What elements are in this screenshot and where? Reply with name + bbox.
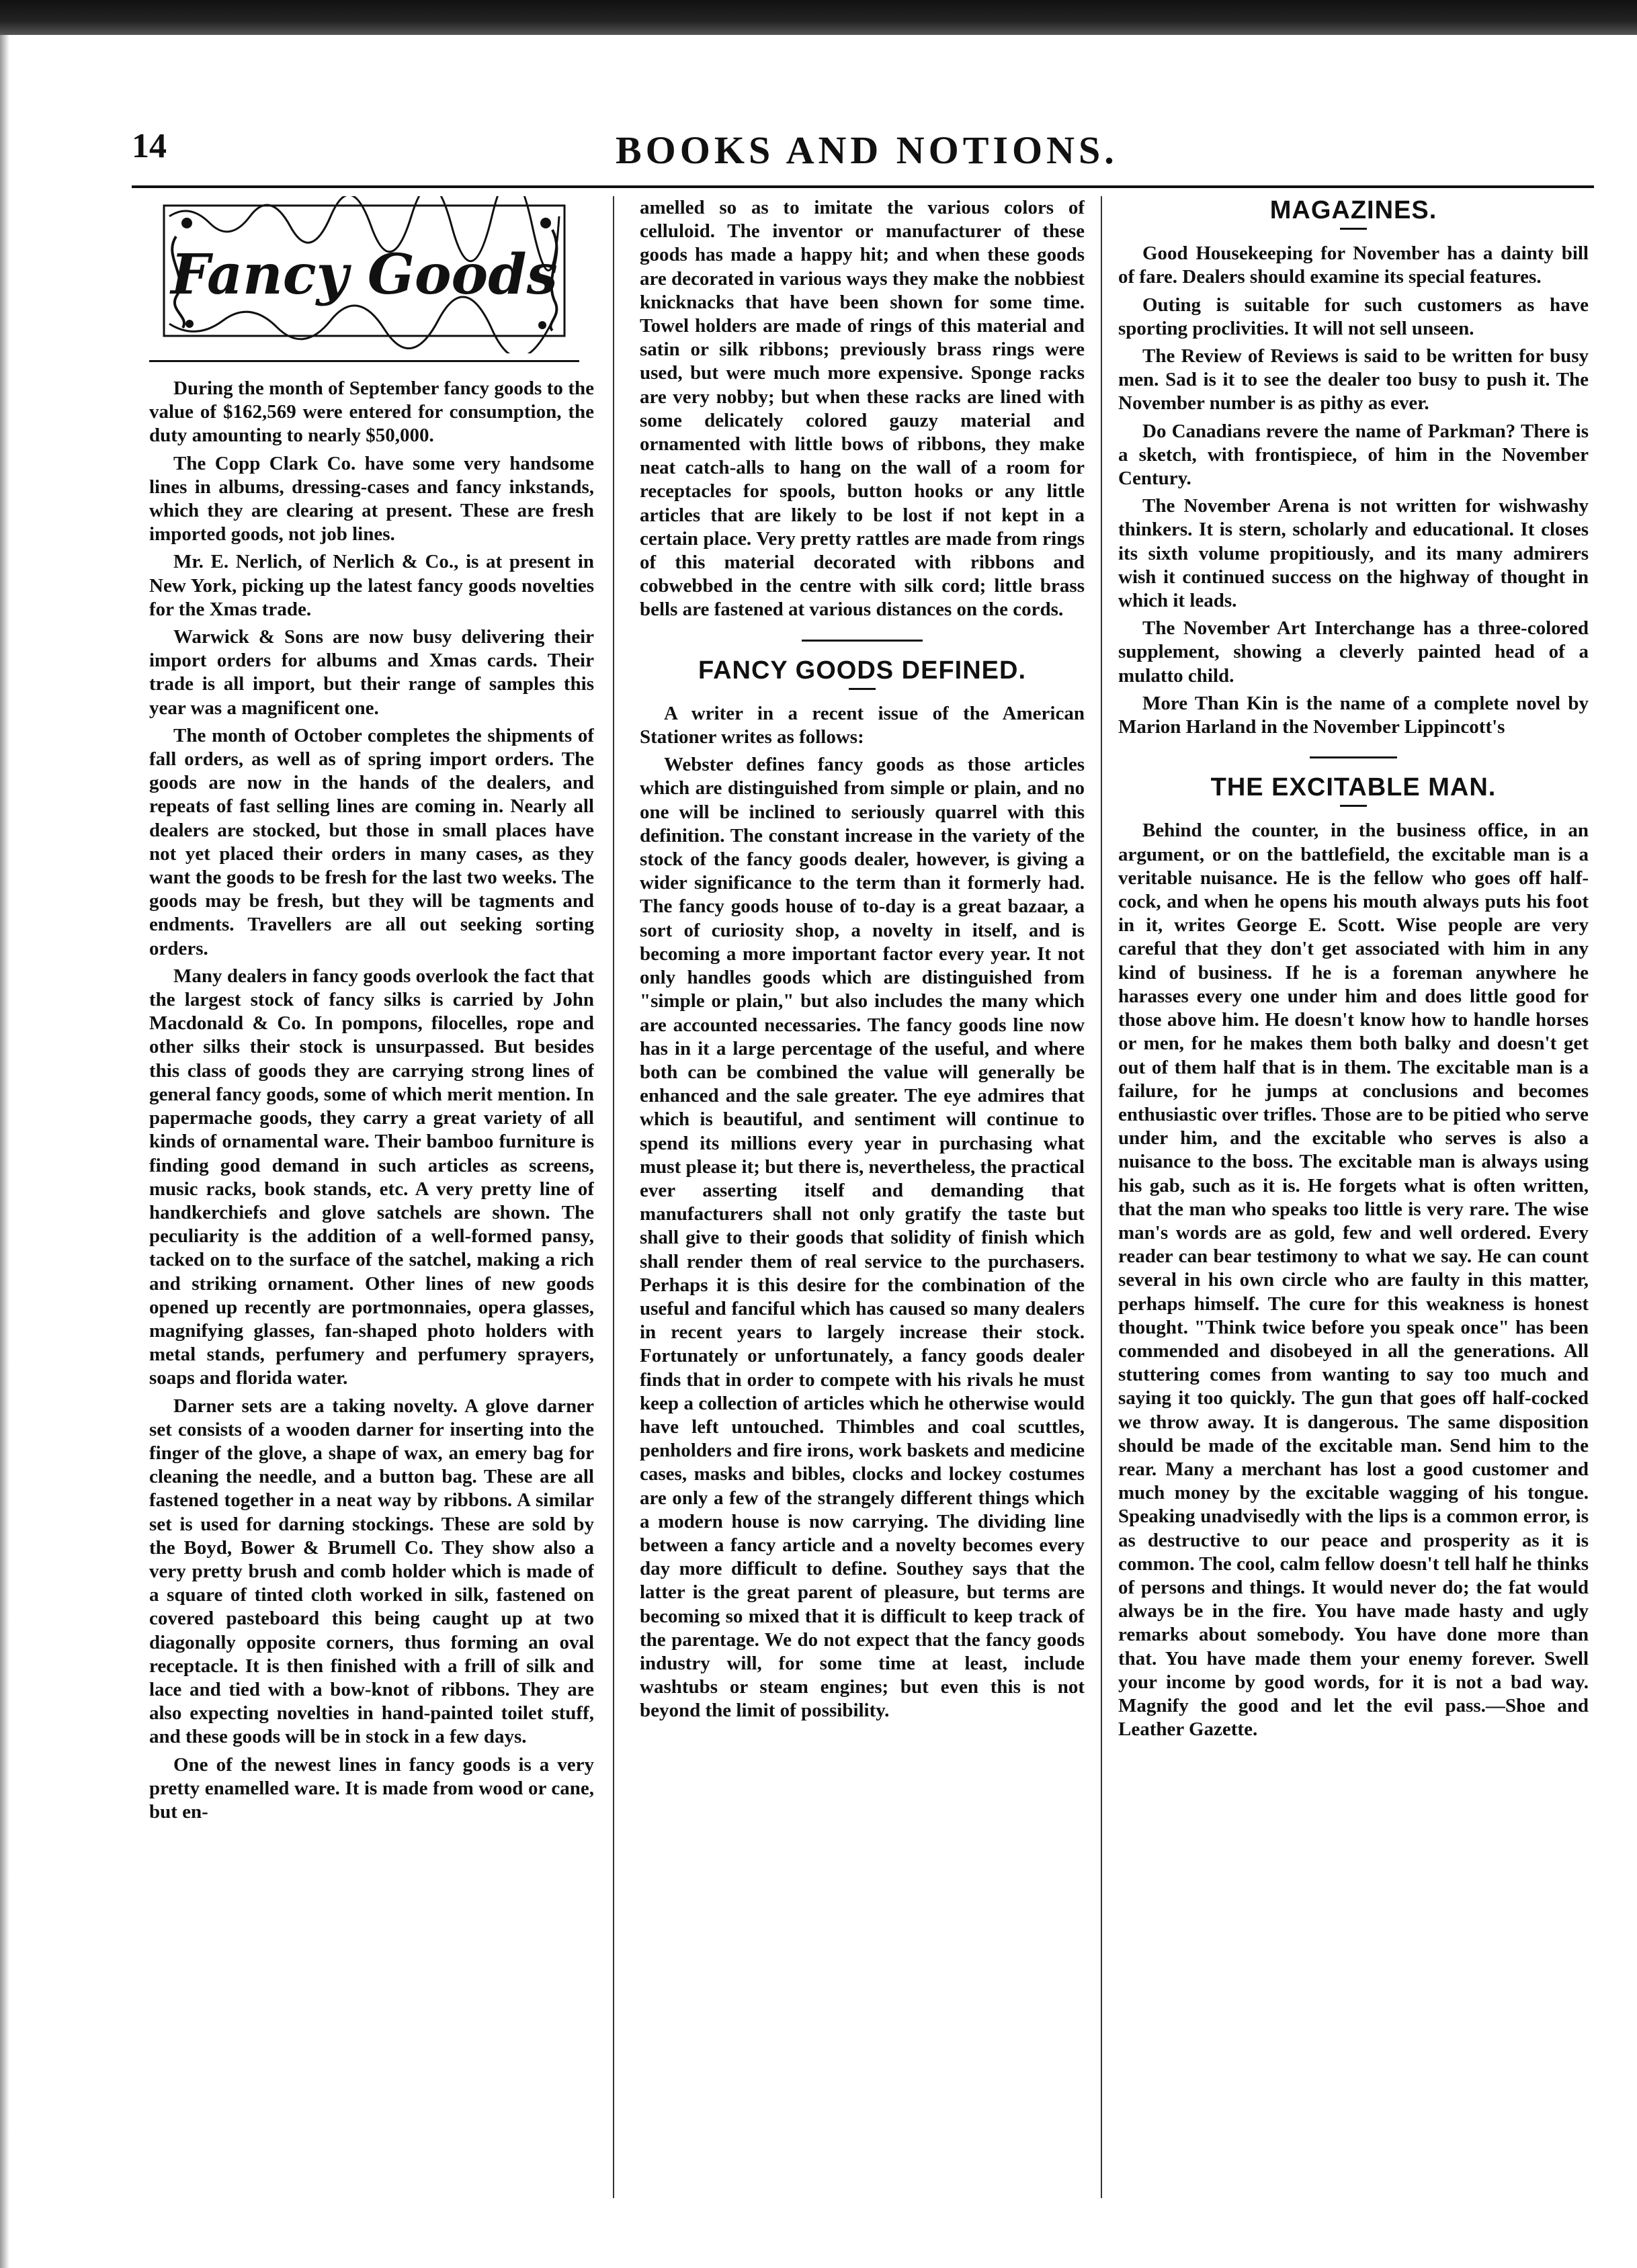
heading-dash xyxy=(1340,805,1367,807)
paragraph: The Copp Clark Co. have some very handsome lines in albums, dressing-cases and fancy inkstands, which they are clearing at present. These are fresh imported goods, not job lines. xyxy=(149,452,594,546)
paragraph: One of the newest lines in fancy goods is a very pretty enamelled ware. It is made from wood or cane, but en- xyxy=(149,1753,594,1823)
section-separator xyxy=(1310,756,1397,758)
fancy-goods-logo xyxy=(149,196,594,353)
paragraph: Good Housekeeping for November has a dainty bill of fare. Dealers should examine its special features. xyxy=(1118,243,1589,288)
paragraph: Mr. E. Nerlich, of Nerlich & Co., is at present in New York, picking up the latest fancy goods novelties for the Xmas trade. xyxy=(149,551,594,620)
column-1 xyxy=(149,196,594,2212)
section-heading-fancy-goods-defined: FANCY GOODS DEFINED. xyxy=(698,656,1027,685)
paragraph: The November Arena is not written for wishwashy thinkers. It is stern, scholarly and educational. It closes its sixth volume propitiously, and its many admirers wish it continued success on the highway of thought in which it leads. xyxy=(1118,495,1589,612)
column-3 xyxy=(1118,196,1589,2212)
paragraph: During the month of September fancy goods to the value of $162,569 were entered for consumption, the duty amounting to nearly $50,000. xyxy=(149,378,594,447)
paragraph: Darner sets are a taking novelty. A glove darner set consists of a wooden darner for inserting into the finger of the glove, a shape of wax, an emery bag for cleaning the needle, and a button bag. These are all fastened together in a neat way by ribbons. A similar set is used for darning stockings. These are sold by the Boyd, Bower & Brumell Co. They show also a very pretty brush and comb holder which is made of a square of tinted cloth worked in silk, fastened on covered pasteboard this being caught up at two diagonally opposite corners, thus forming an oval receptacle. It is then finished with a frill of silk and lace and tied with a bow-knot of ribbons. They are also expecting novelties in hand-painted toilet stuff, and these goods will be in stock in a few days. xyxy=(149,1395,594,1748)
column-divider-2 xyxy=(1101,196,1102,2198)
heading-dash xyxy=(1340,228,1367,230)
paragraph: Behind the counter, in the business office, in an argument, or on the battlefield, the excitable man is a veritable nuisance. He is the fellow who goes off half-cock, and when he opens his mouth always puts his foot in it, writes George E. Scott. Wise people are very careful that they don't get associated with him in any kind of business. If he is a foreman anywhere he harasses every one under him and does little good for those above him. He doesn't know how to handle horses or men, for he makes them both balky and doesn't get out of them half that is in them. The excitable man is a failure, for he jumps at conclusions and becomes enthusiastic over trifles. Those are to be pitied who serve under him, and the excitable who serves is also a nuisance to the boss. The excitable man is always using his gab, such as it is. He forgets what is often written, that the man who speaks too little is very rare. The wise man's words are as gold, few and well ordered. Every reader can bear testimony to what we say. He can count several in his own circle who are faulty in this matter, perhaps himself. The cure for this weakness is honest thought. "Think twice before you speak once" has been commended and disobeyed in all the generations. All stuttering comes from wanting to say too much and saying it too quickly. The gun that goes off half-cocked we throw away. It is dangerous. The same disposition should be made of the excitable man. Send him to the rear. Many a merchant has lost a good customer and much money by the excitable wagging of his tongue. Speaking unadvisedly with the lips is a common error, is as destructive to our peace and prosperity as it is common. The cool, calm fellow doesn't tell half he thinks of persons and things. It would never do; the fat would always be in the fire. You have made hasty and ugly remarks about somebody. You have done more than that. You have made them your enemy forever. Swell your income by good words, for it is not a bad way. Magnify the good and let the evil pass.—Shoe and Leather Gazette. xyxy=(1118,820,1589,1741)
paragraph: amelled so as to imitate the various colors of celluloid. The inventor or manufacturer of these goods has made a happy hit; and when these goods are decorated in various ways they make the nobbiest knicknacks that have been shown for some time. Towel holders are made of rings of this material and satin or silk ribbons; previously brass rings were used, but were much more expensive. Sponge racks are very nobby; but when these racks are lined with some delicately colored gauzy material and ornamented with little bows of ribbons, they make neat catch-alls to hang on the wall of a room for receptacles for spools, button hooks or any little articles that are likely to be lost if not kept in a certain place. Very pretty rattles are made from rings of this material decorated with ribbons and cobwebbed in the centre with silk cord; little brass bells are fastened at various distances on the cords. xyxy=(640,197,1085,621)
column-divider-1 xyxy=(613,196,614,2198)
paragraph: Many dealers in fancy goods overlook the fact that the largest stock of fancy silks is carried by John Macdonald & Co. In pompons, filocelles, rope and other silks their stock is unsurpassed. But besides this class of goods they are carrying strong lines of general fancy goods, some of which merit mention. In papermache goods, they carry a great variety of all kinds of ornamental ware. Their bamboo furniture is finding good demand in such articles as screens, music racks, book stands, etc. A very pretty line of handkerchiefs and glove satchels are shown. The peculiarity is the addition of a well-formed pansy, tacked on to the surface of the satchel, making a rich and striking ornament. Other lines of new goods opened up recently are portmonnaies, opera glasses, magnifying glasses, fan-shaped photo holders with metal stands, perfumery and perfumery sprayers, soaps and florida water. xyxy=(149,965,594,1389)
col1-paragraphs xyxy=(149,377,594,1824)
section-separator xyxy=(802,640,923,642)
paragraph: A writer in a recent issue of the American Stationer writes as follows: xyxy=(640,702,1085,748)
paragraph: The Review of Reviews is said to be written for busy men. Sad is it to see the dealer too busy to push it. The November number is as pithy as ever. xyxy=(1118,345,1589,415)
scan-left-edge xyxy=(0,35,9,2268)
section-heading-excitable-man: THE EXCITABLE MAN. xyxy=(1210,773,1497,802)
ornate-title-graphic xyxy=(149,196,579,353)
paragraph: More Than Kin is the name of a complete novel by Marion Harland in the November Lippincott's xyxy=(1118,692,1589,738)
paragraph: Do Canadians revere the name of Parkman? There is a sketch, with frontispiece, of him in the November Century. xyxy=(1118,420,1589,490)
paragraph: Webster defines fancy goods as those articles which are distinguished from simple or plain, and no one will be inclined to seriously quarrel with this definition. The constant increase in the variety of the stock of the fancy goods dealer, however, is giving a wider significance to the term than it formerly had. The fancy goods house of to-day is a great bazaar, a sort of curiosity shop, a novelty in itself, and is becoming a more important factor every year. It not only handles goods which are distinguished from "simple or plain," but also includes the many which are accounted necessaries. The fancy goods line now has in it a large percentage of the useful, and where both can be combined the value will generally be enhanced and the sale greater. The eye admires that which is beautiful, and sentiment will continue to spend its millions every year in purchasing what must please it; but there is, nevertheless, the practical ever asserting itself and demanding that manufacturers shall not only gratify the taste but shall give to their goods that solidity of finish which shall render them of real service to the purchasers. Perhaps it is this desire for the combination of the useful and fanciful which has caused so many dealers in recent years to largely increase their stock. Fortunately or unfortunately, a fancy goods dealer finds that in order to compete with his rivals he must keep a collection of articles which he otherwise would have left untouched. Thimbles and coal scuttles, penholders and fire irons, work baskets and medicine cases, masks and bibles, clocks and lockey costumes are only a few of the strangely different things which a modern house is now carrying. The dividing line between a fancy article and a novelty becomes every day more difficult to define. Southey says that the latter is the great parent of pleasure, but terms are becoming so mixed that it is difficult to keep track of the parentage. We do not expect that the fancy goods industry will, for some time at least, include washtubs or steam engines; but even this is not beyond the limit of possibility. xyxy=(640,754,1085,1722)
page-header xyxy=(132,120,1594,173)
logo-text: Fancy Goods xyxy=(171,243,558,307)
section-heading-magazines: MAGAZINES. xyxy=(1269,196,1437,224)
paragraph: The November Art Interchange has a three-colored supplement, showing a cleverly painted head of a mulatto child. xyxy=(1118,617,1589,687)
header-rule xyxy=(132,185,1594,188)
scan-top-border xyxy=(0,0,1637,35)
paragraph: Outing is suitable for such customers as have sporting proclivities. It will not sell unseen. xyxy=(1118,294,1589,339)
paragraph: Warwick & Sons are now busy delivering their import orders for albums and Xmas cards. Their trade is all import, but their range of samples this year was a magnificent one. xyxy=(149,626,594,719)
page-number: 14 xyxy=(132,127,167,165)
logo-underline xyxy=(149,360,579,362)
column-2 xyxy=(640,196,1085,2212)
journal-title: BOOKS AND NOTIONS. xyxy=(616,128,1118,172)
heading-dash xyxy=(849,688,876,690)
paragraph: The month of October completes the shipments of fall orders, as well as of spring import orders. The goods are now in the hands of the dealers, and repeats of fast selling lines are coming in. Nearly all dealers are stocked, but those in small places have not yet placed their orders in many cases, as they want the goods to be fresh for the last two weeks. The goods may be fresh, but they will be tagments and endments. Travellers are all out seeking sorting orders. xyxy=(149,724,594,959)
